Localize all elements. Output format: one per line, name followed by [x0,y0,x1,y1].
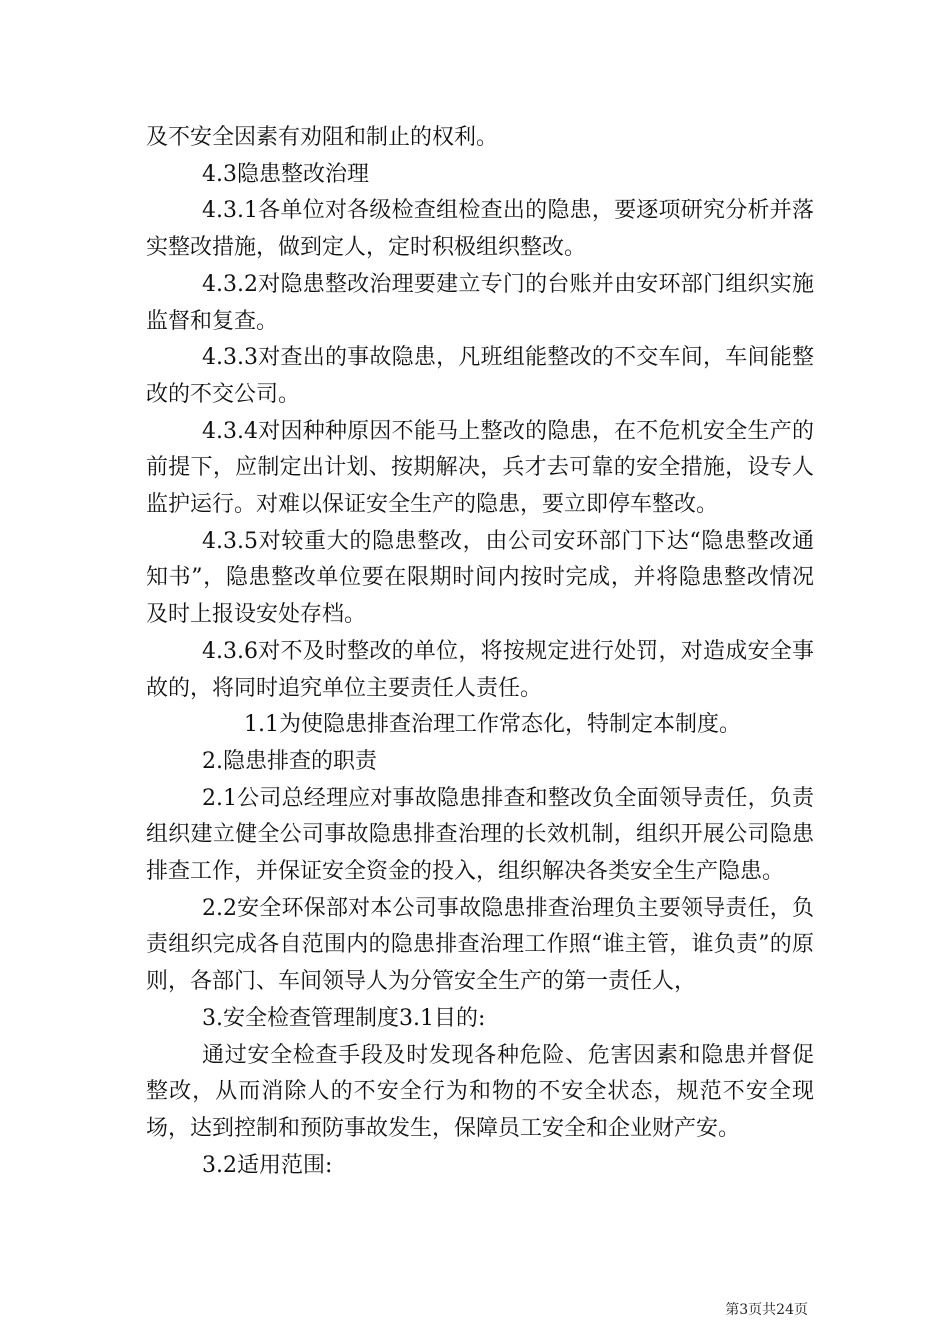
paragraph: 2.2安全环保部对本公司事故隐患排查治理负主要领导责任，负责组织完成各自范围内的隐患排查治理工作照“谁主管，谁负责”的原则，各部门、车间领导人为分管安全生产的第一责任人， [146,895,814,995]
document-body [146,120,814,1184]
section-heading: 2.隐患排查的职责 [202,748,377,774]
section-heading: 4.3隐患整改治理 [202,161,369,187]
paragraph: 4.3.6对不及时整改的单位，将按规定进行处罚，对造成安全事故的，将同时追究单位主要责任人责任。 [146,638,814,701]
paragraph: 及不安全因素有劝阻和制止的权利。 [146,125,499,150]
paragraph: 3.2适用范围: [202,1152,333,1178]
paragraph: 4.3.3对查出的事故隐患，凡班组能整改的不交车间，车间能整改的不交公司。 [146,345,814,407]
section-heading: 3.安全检查管理制度3.1目的: [202,1005,486,1031]
paragraph: 4.3.2对隐患整改治理要建立专门的台账并由安环部门组织实施监督和复查。 [146,271,814,334]
paragraph: 2.1公司总经理应对事故隐患排查和整改负全面领导责任，负责组织建立健全公司事故隐患排查治理的长效机制，组织开展公司隐患排查工作，并保证安全资金的投入，组织解决各类安全生产隐患。 [146,785,814,885]
page-footer [0,1299,950,1319]
paragraph: 通过安全检查手段及时发现各种危险、危害因素和隐患并督促整改，从而消除人的不安全行为和物的不安全状态，规范不安全现场，达到控制和预防事故发生，保障员工安全和企业财产安。 [146,1042,814,1141]
paragraph: 4.3.4对因种种原因不能马上整改的隐患，在不危机安全生产的前提下，应制定出计划、按期解决，兵才去可靠的安全措施，设专人监护运行。对难以保证安全生产的隐患，要立即停车整改。 [146,418,814,518]
paragraph: 1.1为使隐患排查治理工作常态化，特制定本制度。 [244,712,741,738]
paragraph: 4.3.5对较重大的隐患整改，由公司安环部门下达“隐患整改通知书”，隐患整改单位要在限期时间内按时完成，并将隐患整改情况及时上报设安处存档。 [146,528,814,628]
paragraph: 4.3.1各单位对各级检查组检查出的隐患，要逐项研究分析并落实整改措施，做到定人，定时积极组织整改。 [146,198,814,261]
page-number: 第3页共24页 [725,1302,808,1318]
